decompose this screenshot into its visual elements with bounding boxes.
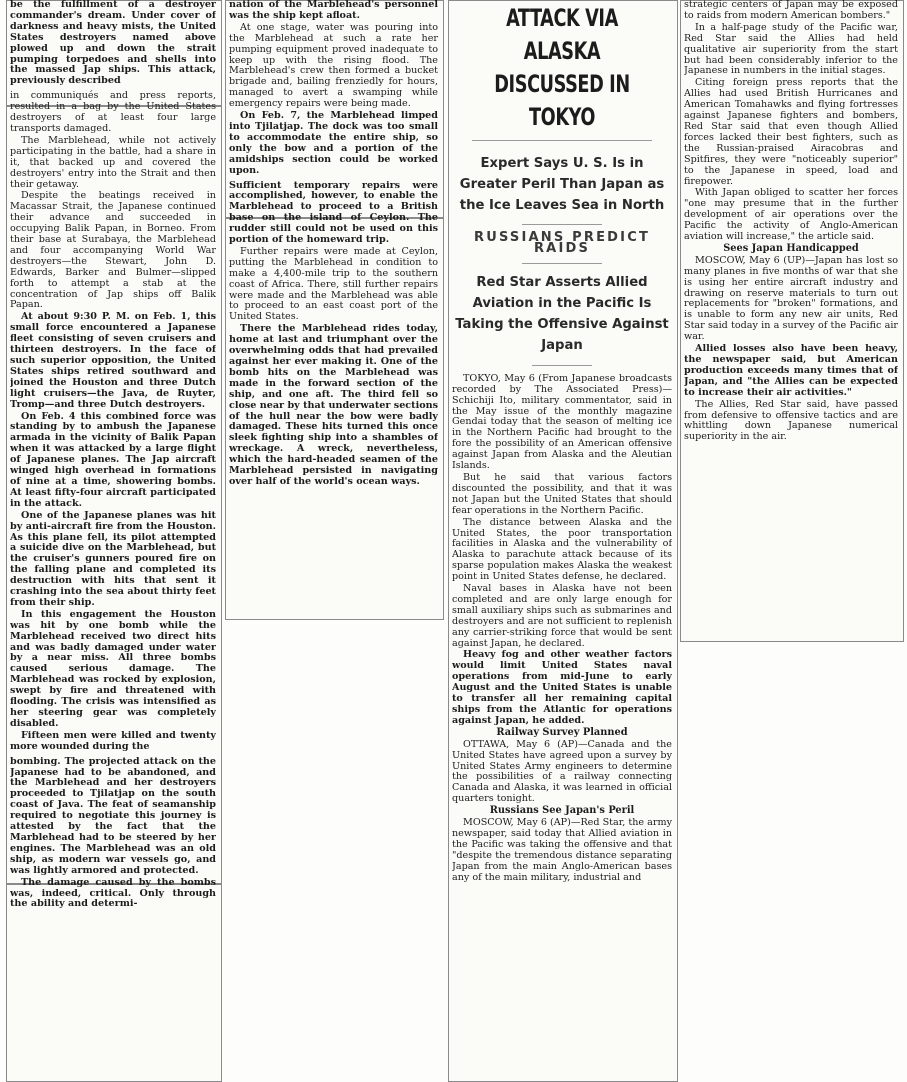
article-column-1 bbox=[10, 0, 216, 1080]
col1-paragraph: In this engagement the Houston was hit by one bomb while the Marblehead received two direct hits and was badly damaged under water by a near miss. All three bombs caused serious damage. The Marblehead was rocked by explosion, swept by fire and threatened with flooding. The crisis was intensified as her steering gear was completely disabled. bbox=[10, 608, 216, 729]
col2-paragraph: On Feb. 7, the Marblehead limped into Tjilatjap. The dock was too small to accommodate the entire ship, so only the bow and a portion of the amidships section could be worked upon. bbox=[229, 110, 438, 176]
article-column-4 bbox=[684, 0, 898, 636]
divider bbox=[522, 224, 602, 225]
divider bbox=[472, 140, 652, 141]
col1-paragraph: bombing. The projected attack on the Japanese had to be abandoned, and the Marblehead and her destroyers proceeded to Tjilatjap on the south coast of Java. The feat of seamanship required to negotiate this journey is attested by the fact that the Marblehead had to be steered by her engines. The Marblehead was an old ship, as modern war vessels go, and was lightly armored and protected. bbox=[10, 755, 216, 876]
col3-paragraph: Heavy fog and other weather factors would limit United States naval operations from mid-June to early August and the United States is unable to transfer all her remaining capital ships from the Atlantic for operations against Japan, he added. bbox=[452, 649, 672, 726]
col1-paragraph: The damage caused by the bombs was, indeed, critical. Only through the ability and determi- bbox=[10, 876, 216, 910]
col2-paragraph: Sufficient temporary repairs were accomplished, however, to enable the Marblehead to proceed to a British base on the island of Ceylon. The rudder still could not be used on this portion of the homeward trip. bbox=[229, 179, 438, 246]
col3-paragraph: Naval bases in Alaska have not been completed and are only large enough for small auxiliary ships such as submarines and destroyers and are not sufficient to replenish any carrier-striking force that would be sent against Japan, he declared. bbox=[452, 583, 672, 649]
col1-paragraph: The Marblehead, while not actively participating in the battle, had a share in it, that backed up and covered the destroyers' entry into the Strait and then their getaway. bbox=[10, 134, 216, 190]
col4-paragraph: strategic centers of Japan may be exposed to raids from modern American bombers." bbox=[684, 0, 898, 21]
col3-paragraph: OTTAWA, May 6 (AP)—Canada and the United States have agreed upon a survey by United States Army engineers to determine the possibilities of a railway connecting Canada and Alaska, it was learned in official quarters tonight. bbox=[452, 738, 672, 805]
col1-paragraph: On Feb. 4 this combined force was standing by to ambush the Japanese armada in the vicinity of Balik Papan when it was attacked by a large flight of Japanese planes. The Jap aircraft winged high overhead in formations of nine at a time, showering bombs. At least fifty-four aircraft participated in the attack. bbox=[10, 410, 216, 509]
col2-paragraph: Further repairs were made at Ceylon, putting the Marblehead in condition to make a 4,400-mile trip to the southern coast of Africa. There, still further repairs were made and the Marblehead was able to proceed to an east coast port of the United States. bbox=[229, 245, 438, 323]
headline: ATTACK VIA ALASKA DISCUSSED IN TOKYO bbox=[494, 4, 630, 131]
col1-paragraph: in communiqués and press reports, resulted in a bag by the United States destroyers of at least four large transports damaged. bbox=[10, 90, 216, 134]
col3-paragraph: The distance between Alaska and the United States, the poor transportation facilities in Alaska and the vulnerability of Alaska to parachute attack because of its sparse population makes Alaska the weakest point in United States defense, he declared. bbox=[452, 516, 672, 583]
divider bbox=[522, 263, 602, 264]
divider bbox=[532, 365, 592, 366]
col3-paragraph: But he said that various factors discounted the possibility, and that it was not Japan but the United States that should fear operations in the Northern Pacific. bbox=[452, 471, 672, 516]
col4-paragraph: MOSCOW, May 6 (UP)—Japan has lost so many planes in five months of war that she is using her entire aircraft industry and drawing on reserve materials to turn out replacements for "broken" formations, and is unable to form any new air units, Red Star said today in a survey of the Pacific air war. bbox=[684, 254, 898, 343]
col4-paragraph: Citing foreign press reports that the Allies had used British Hurricanes and American Tomahawks and flying fortresses against Japanese fighters and bombers, Red Star said that even though Allied forces lacked their best fighters, such as the Russian-praised Airacobras and Spitfires, they were "noticeably superior" to the Japanese in speed, load and firepower. bbox=[684, 77, 898, 187]
headline-block bbox=[452, 0, 672, 134]
article-column-3 bbox=[452, 0, 672, 1080]
col3-paragraph: MOSCOW, May 6 (AP)—Red Star, the army newspaper, said today that Allied aviation in the Pacific was taking the offensive and that "despite the tremendous distance separating Japan from the main Anglo-American bases any of the main military, industrial and bbox=[452, 817, 672, 883]
article-column-2 bbox=[229, 0, 438, 615]
col1-paragraph: One of the Japanese planes was hit by anti-aircraft fire from the Houston. As this plane fell, its pilot attempted a suicide dive on the Marblehead, but the cruiser's gunners poured fire on the falling plane and completed its destruction with hits that sent it crashing into the sea about thirty feet from their ship. bbox=[10, 509, 216, 608]
section-caps-headline: RUSSIANS PREDICT RAIDS bbox=[473, 230, 651, 256]
col4-paragraph: Allied losses also have been heavy, the newspaper said, but American production exceeds many times that of Japan, and "the Allies can be expected to increase their air activities." bbox=[684, 343, 898, 398]
section-subhead: Railway Survey Planned bbox=[496, 726, 628, 738]
subheadline: Red Star Asserts Allied Aviation in the Pacific Is Taking the Offensive Against Japan bbox=[455, 274, 669, 353]
col3-paragraph: TOKYO, May 6 (From Japanese broadcasts recorded by The Associated Press)—Schichiji Ito, military commentator, said in the May issue of the monthly magazine Gendai today that the season of melting ice in the Northern Pacific had brought to the fore the possibility of an American offensive against Japan from Alaska and the Aleutian Islands. bbox=[452, 372, 672, 472]
col1-paragraph: Fifteen men were killed and twenty more wounded during the bbox=[10, 729, 216, 752]
col4-paragraph: With Japan obliged to scatter her forces "one may presume that in the further development of air operations over the Pacific the activity of Anglo-American aviation will increase," the article said. bbox=[684, 187, 898, 243]
section-subhead: Russians See Japan's Peril bbox=[489, 805, 635, 817]
col1-paragraph: At about 9:30 P. M. on Feb. 1, this small force encountered a Japanese fleet consisting of seven cruisers and thirteen destroyers. In the face of such superior opposition, the United States ships retired southward and joined the Houston and three Dutch light cruisers—the Java, de Ruyter, Tromp—and three Dutch destroyers. bbox=[10, 311, 216, 410]
col1-paragraph: be the fulfillment of a destroyer commander's dream. Under cover of darkness and heavy mists, the United States destroyers named above plowed up and down the strait pumping torpedoes and shells into the massed Jap ships. This attack, previously described bbox=[10, 0, 216, 87]
section-subhead: Sees Japan Handicapped bbox=[723, 242, 859, 254]
col4-paragraph: In a half-page study of the Pacific war, Red Star said the Allies had held qualitative air superiority from the start but had been considerably inferior to the Japanese in numbers in the initial stages. bbox=[684, 21, 898, 77]
col4-paragraph: The Allies, Red Star said, have passed from defensive to offensive tactics and are whittling down Japanese numerical superiority in the air. bbox=[684, 398, 898, 443]
subheadline: Expert Says U. S. Is in Greater Peril Than Japan as the Ice Leaves Sea in North bbox=[459, 156, 665, 213]
col2-paragraph: nation of the Marblehead's personnel was the ship kept afloat. bbox=[229, 0, 438, 21]
col2-paragraph: At one stage, water was pouring into the Marblehead at such a rate her pumping equipment proved inadequate to keep up with the rising flood. The Marblehead's crew then formed a bucket brigade and, bailing frenziedly for hours, managed to avert a swamping while emergency repairs were being made. bbox=[229, 21, 438, 110]
col1-paragraph: Despite the beatings received in Macassar Strait, the Japanese continued their advance and succeeded in occupying Balik Papan, in Borneo. From their base at Surabaya, the Marblehead and four accompanying World War destroyers—the Stewart, John D. Edwards, Barker and Bulmer—slipped forth to attempt a stab at the concentration of Jap ships off Balik Papan. bbox=[10, 190, 216, 311]
col2-paragraph: There the Marblehead rides today, home at last and triumphant over the overwhelming odds that had prevailed against her ever making it. One of the bomb hits on the Marblehead was made in the forward section of the ship, and one aft. The third fell so close near by that underwater sections of the hull near the bow were badly damaged. These hits turned this once sleek fighting ship into a shambles of wreckage. A wreck, nevertheless, which the hard-headed seamen of the Marblehead persisted in navigating over half of the world's ocean ways. bbox=[229, 323, 438, 487]
